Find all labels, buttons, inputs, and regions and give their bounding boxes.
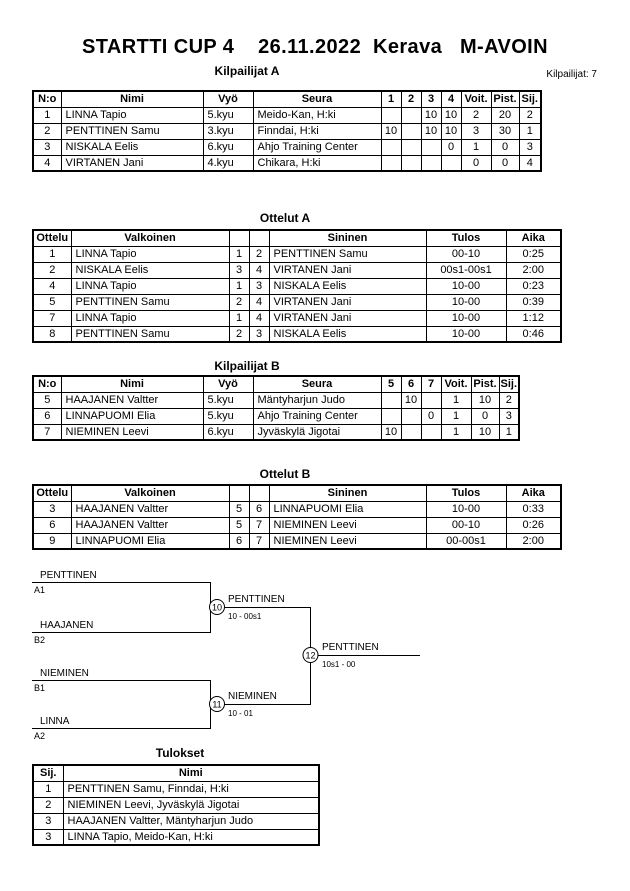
blue-competitor: NISKALA Eelis bbox=[269, 278, 426, 294]
wins-cell: 3 bbox=[461, 123, 491, 139]
header-ottelu: Ottelu bbox=[33, 485, 71, 501]
score-cell bbox=[441, 155, 461, 171]
score-cell bbox=[401, 107, 421, 123]
match-result: 00-10 bbox=[426, 517, 506, 533]
competitor-club: Finndai, H:ki bbox=[253, 123, 381, 139]
competitor-name: HAAJANEN Valtter bbox=[61, 392, 203, 408]
white-number: 1 bbox=[229, 310, 249, 326]
header-score-1: 1 bbox=[381, 91, 401, 107]
blue-number: 7 bbox=[249, 517, 269, 533]
header-aika: Aika bbox=[506, 485, 561, 501]
header-score-3: 3 bbox=[421, 91, 441, 107]
header-pist: Pist. bbox=[471, 376, 499, 392]
white-number: 2 bbox=[229, 294, 249, 310]
bracket-slot-name: HAAJANEN bbox=[40, 620, 94, 631]
score-cell bbox=[421, 139, 441, 155]
match-number: 5 bbox=[33, 294, 71, 310]
match-result: 10-00 bbox=[426, 294, 506, 310]
result-place: 3 bbox=[33, 829, 63, 845]
match-row bbox=[33, 533, 561, 549]
header-voit: Voit. bbox=[461, 91, 491, 107]
white-number: 3 bbox=[229, 262, 249, 278]
competitor-number: 2 bbox=[33, 123, 61, 139]
match-number: 2 bbox=[33, 262, 71, 278]
place-cell: 2 bbox=[499, 392, 519, 408]
score-cell: 10 bbox=[441, 107, 461, 123]
score-cell: 10 bbox=[421, 107, 441, 123]
header-voit: Voit. bbox=[441, 376, 471, 392]
header-ottelu: Ottelu bbox=[33, 230, 71, 246]
competitor-name: NISKALA Eelis bbox=[61, 139, 203, 155]
match-time: 2:00 bbox=[506, 262, 561, 278]
competitor-row bbox=[33, 392, 519, 408]
section-heading-kilpailijat-b: Kilpailijat B bbox=[214, 359, 280, 373]
bracket-slot-name: NIEMINEN bbox=[40, 668, 89, 679]
section-heading-ottelut-a: Ottelut A bbox=[259, 211, 311, 225]
competitor-name: LINNAPUOMI Elia bbox=[61, 408, 203, 424]
white-competitor: LINNA Tapio bbox=[71, 310, 229, 326]
result-place: 2 bbox=[33, 797, 63, 813]
points-cell: 30 bbox=[491, 123, 519, 139]
match-number: 8 bbox=[33, 326, 71, 342]
match-row bbox=[33, 246, 561, 262]
competitor-number: 3 bbox=[33, 139, 61, 155]
match-row bbox=[33, 326, 561, 342]
match-number: 7 bbox=[33, 310, 71, 326]
score-cell bbox=[381, 155, 401, 171]
score-cell bbox=[401, 424, 421, 440]
white-competitor: LINNA Tapio bbox=[71, 278, 229, 294]
match-10-score: 10 - 00s1 bbox=[228, 612, 262, 621]
competitor-club: Chikara, H:ki bbox=[253, 155, 381, 171]
header-aika: Aika bbox=[506, 230, 561, 246]
header-white-number bbox=[229, 485, 249, 501]
place-cell: 3 bbox=[499, 408, 519, 424]
match-time: 0:46 bbox=[506, 326, 561, 342]
score-cell: 0 bbox=[421, 408, 441, 424]
white-number: 5 bbox=[229, 517, 249, 533]
score-cell bbox=[401, 139, 421, 155]
match-row bbox=[33, 278, 561, 294]
blue-number: 6 bbox=[249, 501, 269, 517]
header-seura: Seura bbox=[253, 91, 381, 107]
competitor-club: Jyväskylä Jigotai bbox=[253, 424, 381, 440]
score-cell bbox=[421, 155, 441, 171]
header-no: N:o bbox=[33, 376, 61, 392]
white-number: 5 bbox=[229, 501, 249, 517]
match-row bbox=[33, 294, 561, 310]
score-cell bbox=[381, 408, 401, 424]
white-competitor: NISKALA Eelis bbox=[71, 262, 229, 278]
header-valkoinen: Valkoinen bbox=[71, 230, 229, 246]
blue-competitor: NIEMINEN Leevi bbox=[269, 533, 426, 549]
competitor-belt: 5.kyu bbox=[203, 107, 253, 123]
white-number: 2 bbox=[229, 326, 249, 342]
competitor-number: 6 bbox=[33, 408, 61, 424]
match-result: 10-00 bbox=[426, 326, 506, 342]
competitor-name: VIRTANEN Jani bbox=[61, 155, 203, 171]
competitors-count-label: Kilpailijat: 7 bbox=[546, 69, 597, 80]
header-row bbox=[33, 376, 519, 392]
match-time: 1:12 bbox=[506, 310, 561, 326]
competitor-club: Ahjo Training Center bbox=[253, 139, 381, 155]
place-cell: 1 bbox=[499, 424, 519, 440]
page-title: STARTTI CUP 4 26.11.2022 Kerava M-AVOIN bbox=[82, 36, 548, 58]
match-result: 10-00 bbox=[426, 278, 506, 294]
header-sij: Sij. bbox=[519, 91, 541, 107]
result-row bbox=[33, 781, 319, 797]
place-cell: 4 bbox=[519, 155, 541, 171]
bracket-slot-seed: A2 bbox=[34, 731, 46, 741]
match-10-winner: PENTTINEN bbox=[228, 594, 285, 605]
match-time: 0:25 bbox=[506, 246, 561, 262]
elimination-bracket bbox=[0, 562, 630, 757]
match-time: 0:26 bbox=[506, 517, 561, 533]
blue-number: 4 bbox=[249, 294, 269, 310]
competitor-name: NIEMINEN Leevi bbox=[61, 424, 203, 440]
white-competitor: HAAJANEN Valtter bbox=[71, 501, 229, 517]
bracket-slot-name: LINNA bbox=[40, 716, 70, 727]
wins-cell: 1 bbox=[461, 139, 491, 155]
result-name: PENTTINEN Samu, Finndai, H:ki bbox=[63, 781, 319, 797]
match-number: 4 bbox=[33, 278, 71, 294]
competitor-name: PENTTINEN Samu bbox=[61, 123, 203, 139]
match-row bbox=[33, 501, 561, 517]
white-number: 1 bbox=[229, 278, 249, 294]
header-score-2: 2 bbox=[401, 91, 421, 107]
white-competitor: LINNAPUOMI Elia bbox=[71, 533, 229, 549]
header-score-4: 4 bbox=[441, 91, 461, 107]
match-number: 6 bbox=[33, 517, 71, 533]
bracket-slot-name: PENTTINEN bbox=[40, 570, 97, 581]
match-12-winner: PENTTINEN bbox=[322, 642, 379, 653]
white-competitor: HAAJANEN Valtter bbox=[71, 517, 229, 533]
header-sij: Sij. bbox=[499, 376, 519, 392]
competitor-row bbox=[33, 155, 541, 171]
header-pist: Pist. bbox=[491, 91, 519, 107]
white-competitor: PENTTINEN Samu bbox=[71, 326, 229, 342]
competitor-club: Mäntyharjun Judo bbox=[253, 392, 381, 408]
score-cell bbox=[401, 123, 421, 139]
competitor-name: LINNA Tapio bbox=[61, 107, 203, 123]
header-sininen: Sininen bbox=[269, 230, 426, 246]
kilpailijat-b-table bbox=[32, 375, 520, 441]
header-tulos: Tulos bbox=[426, 485, 506, 501]
blue-number: 2 bbox=[249, 246, 269, 262]
competitor-row bbox=[33, 107, 541, 123]
header-row bbox=[33, 91, 541, 107]
competitor-row bbox=[33, 408, 519, 424]
header-white-number bbox=[229, 230, 249, 246]
blue-competitor: VIRTANEN Jani bbox=[269, 310, 426, 326]
score-cell bbox=[421, 424, 441, 440]
blue-competitor: PENTTINEN Samu bbox=[269, 246, 426, 262]
match-result: 10-00 bbox=[426, 501, 506, 517]
blue-competitor: LINNAPUOMI Elia bbox=[269, 501, 426, 517]
competitor-number: 5 bbox=[33, 392, 61, 408]
blue-competitor: NIEMINEN Leevi bbox=[269, 517, 426, 533]
competitor-belt: 4.kyu bbox=[203, 155, 253, 171]
white-number: 1 bbox=[229, 246, 249, 262]
header-vyo: Vyö bbox=[203, 376, 253, 392]
blue-competitor: NISKALA Eelis bbox=[269, 326, 426, 342]
competitor-belt: 6.kyu bbox=[203, 424, 253, 440]
match-result: 00s1-00s1 bbox=[426, 262, 506, 278]
competitor-number: 1 bbox=[33, 107, 61, 123]
match-number: 1 bbox=[33, 246, 71, 262]
header-score-6: 6 bbox=[401, 376, 421, 392]
competitor-row bbox=[33, 424, 519, 440]
result-name: NIEMINEN Leevi, Jyväskylä Jigotai bbox=[63, 797, 319, 813]
match-row bbox=[33, 517, 561, 533]
match-number: 3 bbox=[33, 501, 71, 517]
result-row bbox=[33, 829, 319, 845]
wins-cell: 1 bbox=[441, 392, 471, 408]
points-cell: 10 bbox=[471, 392, 499, 408]
points-cell: 10 bbox=[471, 424, 499, 440]
place-cell: 3 bbox=[519, 139, 541, 155]
match-11-score: 10 - 01 bbox=[228, 709, 253, 718]
wins-cell: 2 bbox=[461, 107, 491, 123]
competitor-belt: 3.kyu bbox=[203, 123, 253, 139]
blue-competitor: VIRTANEN Jani bbox=[269, 262, 426, 278]
competitor-number: 4 bbox=[33, 155, 61, 171]
score-cell bbox=[421, 392, 441, 408]
bracket-slot-seed: B2 bbox=[34, 635, 46, 645]
match-time: 0:33 bbox=[506, 501, 561, 517]
header-valkoinen: Valkoinen bbox=[71, 485, 229, 501]
competitor-row bbox=[33, 123, 541, 139]
score-cell: 10 bbox=[441, 123, 461, 139]
points-cell: 0 bbox=[471, 408, 499, 424]
place-cell: 1 bbox=[519, 123, 541, 139]
white-competitor: LINNA Tapio bbox=[71, 246, 229, 262]
blue-number: 4 bbox=[249, 262, 269, 278]
header-tulos: Tulos bbox=[426, 230, 506, 246]
score-cell bbox=[381, 107, 401, 123]
competitor-number: 7 bbox=[33, 424, 61, 440]
ottelut-b-table bbox=[32, 484, 562, 550]
header-nimi: Nimi bbox=[61, 91, 203, 107]
header-sij: Sij. bbox=[33, 765, 63, 781]
header-no: N:o bbox=[33, 91, 61, 107]
header-row bbox=[33, 485, 561, 501]
match-time: 2:00 bbox=[506, 533, 561, 549]
competitor-row bbox=[33, 139, 541, 155]
score-cell bbox=[381, 392, 401, 408]
bracket-lines bbox=[32, 583, 420, 729]
score-cell bbox=[381, 139, 401, 155]
points-cell: 20 bbox=[491, 107, 519, 123]
section-heading-kilpailijat-a: Kilpailijat A bbox=[214, 64, 280, 78]
match-result: 00-10 bbox=[426, 246, 506, 262]
competitor-belt: 5.kyu bbox=[203, 408, 253, 424]
result-name: HAAJANEN Valtter, Mäntyharjun Judo bbox=[63, 813, 319, 829]
blue-competitor: VIRTANEN Jani bbox=[269, 294, 426, 310]
ottelut-a-table bbox=[32, 229, 562, 343]
points-cell: 0 bbox=[491, 155, 519, 171]
header-score-7: 7 bbox=[421, 376, 441, 392]
match-result: 10-00 bbox=[426, 310, 506, 326]
match-11-number: 11 bbox=[212, 699, 222, 710]
match-result: 00-00s1 bbox=[426, 533, 506, 549]
competitor-club: Ahjo Training Center bbox=[253, 408, 381, 424]
competitor-club: Meido-Kan, H:ki bbox=[253, 107, 381, 123]
score-cell: 10 bbox=[381, 424, 401, 440]
tulokset-table bbox=[32, 764, 320, 846]
match-time: 0:23 bbox=[506, 278, 561, 294]
white-competitor: PENTTINEN Samu bbox=[71, 294, 229, 310]
result-row bbox=[33, 813, 319, 829]
header-row bbox=[33, 765, 319, 781]
score-cell bbox=[401, 155, 421, 171]
match-number: 9 bbox=[33, 533, 71, 549]
blue-number: 3 bbox=[249, 278, 269, 294]
match-row bbox=[33, 262, 561, 278]
score-cell: 0 bbox=[441, 139, 461, 155]
wins-cell: 1 bbox=[441, 424, 471, 440]
score-cell: 10 bbox=[381, 123, 401, 139]
header-blue-number bbox=[249, 485, 269, 501]
match-11-winner: NIEMINEN bbox=[228, 691, 277, 702]
header-row bbox=[33, 230, 561, 246]
bracket-slot-seed: B1 bbox=[34, 683, 46, 693]
points-cell: 0 bbox=[491, 139, 519, 155]
section-heading-tulokset: Tulokset bbox=[155, 746, 205, 760]
blue-number: 4 bbox=[249, 310, 269, 326]
match-time: 0:39 bbox=[506, 294, 561, 310]
section-heading-ottelut-b: Ottelut B bbox=[259, 467, 311, 481]
header-blue-number bbox=[249, 230, 269, 246]
score-cell: 10 bbox=[421, 123, 441, 139]
competitor-belt: 5.kyu bbox=[203, 392, 253, 408]
result-row bbox=[33, 797, 319, 813]
header-nimi: Nimi bbox=[63, 765, 319, 781]
blue-number: 7 bbox=[249, 533, 269, 549]
match-row bbox=[33, 310, 561, 326]
header-score-5: 5 bbox=[381, 376, 401, 392]
match-10-number: 10 bbox=[211, 602, 223, 613]
score-cell bbox=[401, 408, 421, 424]
result-name: LINNA Tapio, Meido-Kan, H:ki bbox=[63, 829, 319, 845]
white-number: 6 bbox=[229, 533, 249, 549]
header-seura: Seura bbox=[253, 376, 381, 392]
wins-cell: 1 bbox=[441, 408, 471, 424]
result-place: 1 bbox=[33, 781, 63, 797]
header-nimi: Nimi bbox=[61, 376, 203, 392]
bracket-slot-seed: A1 bbox=[34, 585, 46, 595]
kilpailijat-a-table bbox=[32, 90, 542, 172]
result-place: 3 bbox=[33, 813, 63, 829]
header-vyo: Vyö bbox=[203, 91, 253, 107]
competitor-belt: 6.kyu bbox=[203, 139, 253, 155]
place-cell: 2 bbox=[519, 107, 541, 123]
match-12-number: 12 bbox=[305, 650, 316, 661]
blue-number: 3 bbox=[249, 326, 269, 342]
score-cell: 10 bbox=[401, 392, 421, 408]
match-12-score: 10s1 - 00 bbox=[322, 660, 356, 669]
wins-cell: 0 bbox=[461, 155, 491, 171]
header-sininen: Sininen bbox=[269, 485, 426, 501]
